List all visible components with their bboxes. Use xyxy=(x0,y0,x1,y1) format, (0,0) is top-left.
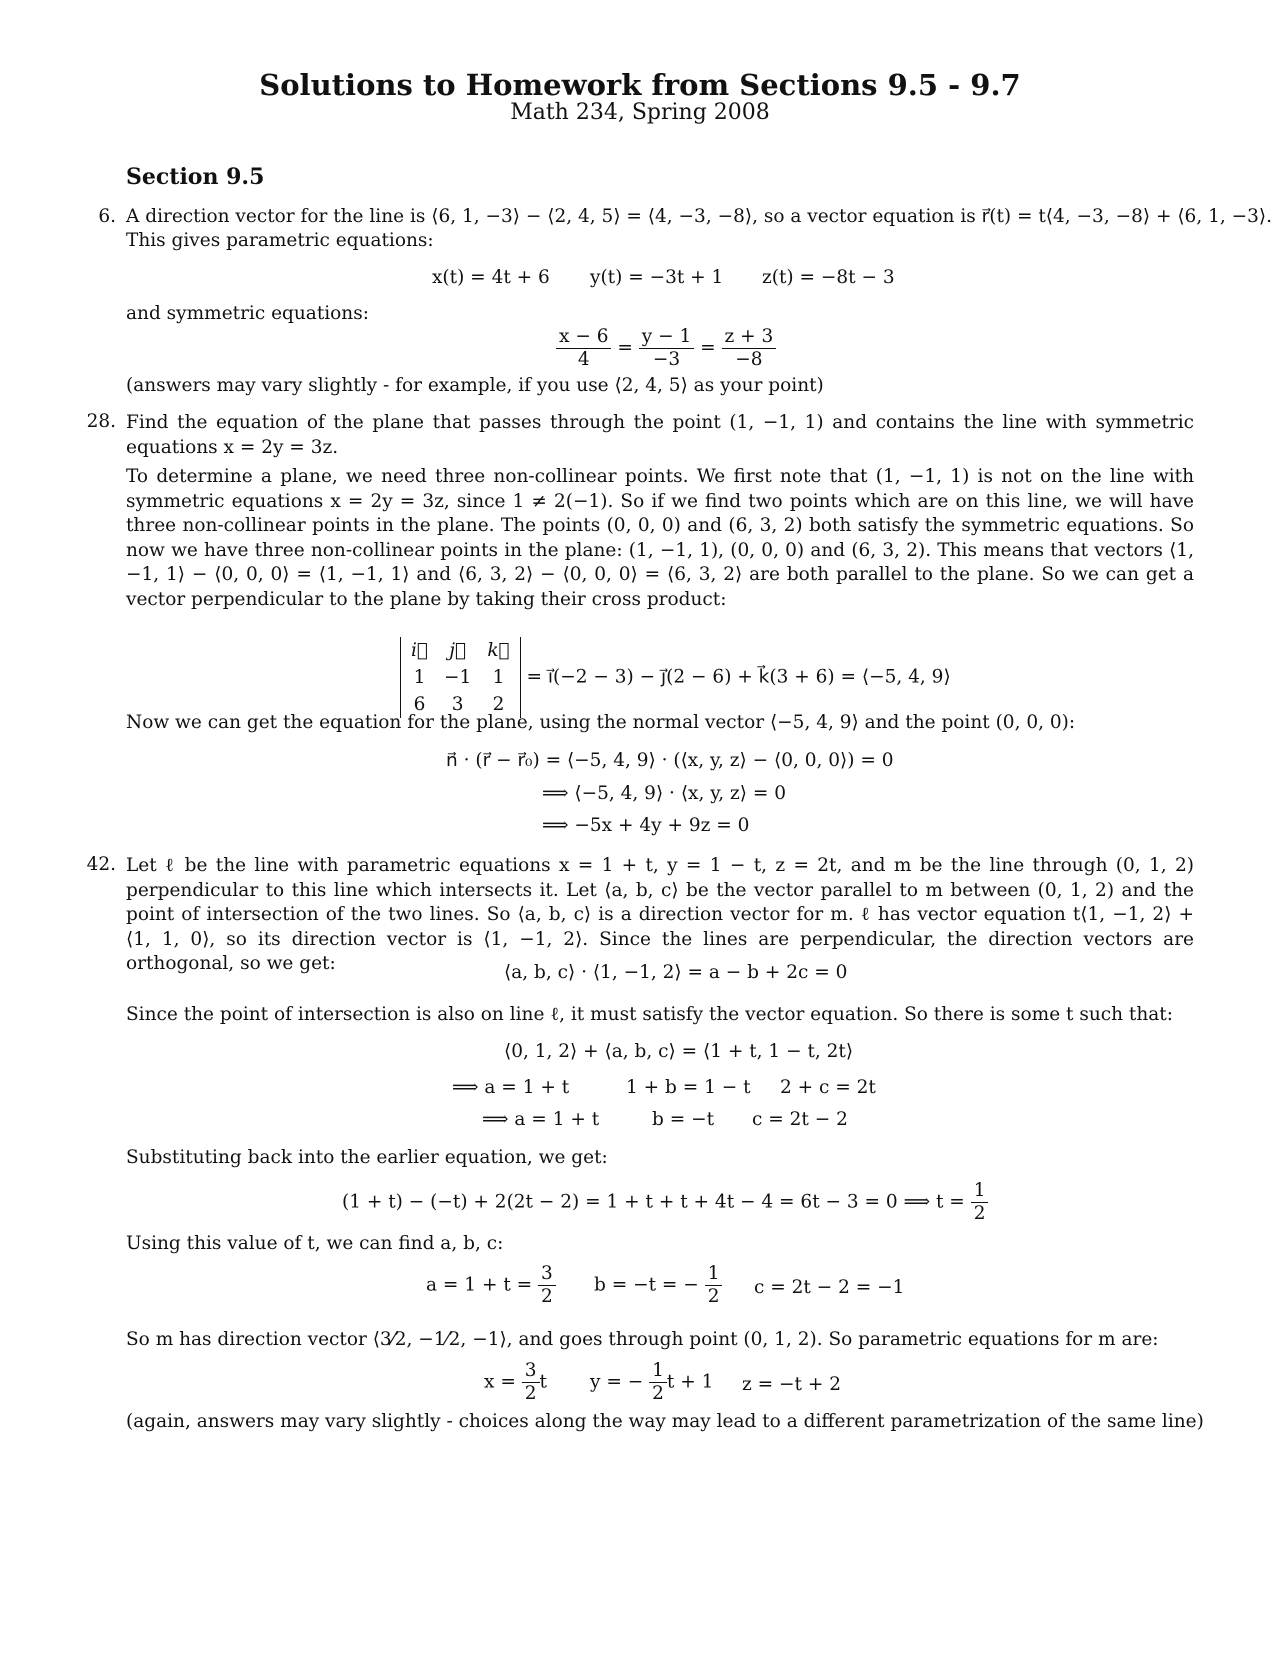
det-cell: j⃗ xyxy=(449,640,467,661)
denominator: 2 xyxy=(973,1203,986,1224)
det-cell: k⃗ xyxy=(487,640,510,661)
problem-text: This gives parametric equations: xyxy=(126,230,434,251)
equation: b = −t xyxy=(652,1109,715,1130)
numerator: 3 xyxy=(538,1263,556,1286)
problem-text: Now we can get the equation for the plane, using the normal vector ⟨−5, 4, 9⟩ and the point (0, 0, 0): xyxy=(126,712,1076,733)
equation-text: y = − xyxy=(590,1371,644,1393)
numerator: y − 1 xyxy=(639,326,694,349)
equation xyxy=(426,1263,556,1308)
equation xyxy=(484,1360,547,1405)
equation: y(t) = −3t + 1 xyxy=(590,267,724,288)
equation: c = 2t − 2 = −1 xyxy=(754,1277,905,1298)
equation: x(t) = 4t + 6 xyxy=(432,267,550,288)
problem-text: Using this value of t, we can find a, b, c: xyxy=(126,1233,504,1254)
problem-number: 6. xyxy=(98,206,116,227)
equation-text: (1 + t) − (−t) + 2(2t − 2) = 1 + t + t + 4t − 4 = 6t − 3 = 0 ⟹ t = xyxy=(342,1191,965,1213)
equation: 1 + b = 1 − t xyxy=(626,1077,751,1098)
denominator: 2 xyxy=(541,1286,553,1307)
equation: ⟨0, 1, 2⟩ + ⟨a, b, c⟩ = ⟨1 + t, 1 − t, 2t⟩ xyxy=(504,1041,854,1062)
equation: ⟹ a = 1 + t xyxy=(482,1109,600,1130)
equation-text: a = 1 + t = xyxy=(426,1274,533,1296)
problem-text: and symmetric equations: xyxy=(126,303,369,324)
equation-text: x = xyxy=(484,1371,516,1393)
numerator: x − 6 xyxy=(556,326,611,349)
det-cell: 1 xyxy=(492,667,505,688)
problem-number: 28. xyxy=(86,411,116,432)
symmetric-equations xyxy=(556,326,776,371)
denominator: 2 xyxy=(652,1383,664,1404)
problem-text: Since the point of intersection is also on line ℓ, it must satisfy the vector equation. So there is some t such that: xyxy=(126,1004,1173,1025)
denominator: 2 xyxy=(524,1383,537,1404)
problem-number: 42. xyxy=(86,854,116,875)
det-cell: i⃗ xyxy=(411,640,429,661)
equation: z = −t + 2 xyxy=(742,1374,841,1395)
numerator: 3 xyxy=(522,1360,540,1383)
denominator: −8 xyxy=(735,349,763,370)
equation: 2 + c = 2t xyxy=(780,1077,876,1098)
page-title: Solutions to Homework from Sections 9.5 - 9.7 xyxy=(259,68,1021,102)
equation: ⟹ −5x + 4y + 9z = 0 xyxy=(542,815,750,836)
problem-text: Substituting back into the earlier equation, we get: xyxy=(126,1147,608,1168)
numerator: z + 3 xyxy=(722,326,777,349)
equation xyxy=(342,1180,988,1225)
numerator: 1 xyxy=(971,1180,989,1203)
problem-text: Let ℓ be the line with parametric equations x = 1 + t, y = 1 − t, z = 2t, and m be the line through (0, 1, 2) perpendicular to this line which intersects it. Let ⟨a, b, c⟩ be the vector parallel to m between (0, 1, 2) and the point of intersection of the two lines. So ⟨a, b, c⟩ is a direction vector for m. ℓ has vector equation t⟨1, −1, 2⟩ + ⟨1, 1, 0⟩, so its direction vector is ⟨1, −1, 2⟩. Since the lines are perpendicular, the direction vectors are orthogonal, so we get: xyxy=(126,855,1194,974)
numerator: 1 xyxy=(649,1360,667,1383)
page-subtitle: Math 234, Spring 2008 xyxy=(510,100,770,125)
denominator: 4 xyxy=(577,349,590,370)
determinant xyxy=(400,637,521,718)
problem-text: A direction vector for the line is ⟨6, 1, −3⟩ − ⟨2, 4, 5⟩ = ⟨4, −3, −8⟩, so a vector equation is r⃗(t) = t⟨4, −3, −8⟩ + ⟨6, 1, −3⟩. xyxy=(126,206,1272,227)
equation: ⟹ ⟨−5, 4, 9⟩ · ⟨x, y, z⟩ = 0 xyxy=(542,783,786,804)
note: (again, answers may vary slightly - choices along the way may lead to a different parametrization of the same line) xyxy=(126,1411,1204,1432)
numerator: 1 xyxy=(705,1263,723,1286)
equation: z(t) = −8t − 3 xyxy=(762,267,895,288)
equation: c = 2t − 2 xyxy=(752,1109,848,1130)
det-cell: 2 xyxy=(492,694,505,715)
problem-text: To determine a plane, we need three non-collinear points. We first note that (1, −1, 1) is not on the line with symmetric equations x = 2y = 3z, since 1 ≠ 2(−1). So if we find two points which are on this line, we will have three non-collinear points in the plane. The points (0, 0, 0) and (6, 3, 2) both satisfy the symmetric equations. So now we have three non-collinear points in the plane: (1, −1, 1), (0, 0, 0) and (6, 3, 2). This means that vectors ⟨1, −1, 1⟩ − ⟨0, 0, 0⟩ = ⟨1, −1, 1⟩ and ⟨6, 3, 2⟩ − ⟨0, 0, 0⟩ = ⟨6, 3, 2⟩ are both parallel to the plane. So we can get a vector perpendicular to the plane by taking their cross product: xyxy=(126,466,1194,610)
denominator: −3 xyxy=(652,349,681,370)
equation xyxy=(590,1360,713,1405)
equals-sign: = xyxy=(700,337,716,359)
equation: ⟹ a = 1 + t xyxy=(452,1077,570,1098)
note: (answers may vary slightly - for example, if you use ⟨2, 4, 5⟩ as your point) xyxy=(126,375,824,396)
equation-text: b = −t = − xyxy=(594,1274,699,1296)
det-cell: 6 xyxy=(413,694,426,715)
equation xyxy=(594,1263,722,1308)
equation-text: t + 1 xyxy=(666,1371,714,1393)
det-cell: −1 xyxy=(444,667,472,688)
equation: n⃗ · (r⃗ − r⃗₀) = ⟨−5, 4, 9⟩ · (⟨x, y, z⟩ − ⟨0, 0, 0⟩) = 0 xyxy=(446,750,894,771)
det-cell: 3 xyxy=(451,694,464,715)
section-heading: Section 9.5 xyxy=(126,164,265,190)
equation: ⟨a, b, c⟩ · ⟨1, −1, 2⟩ = a − b + 2c = 0 xyxy=(504,962,848,983)
problem-text: So m has direction vector ⟨3⁄2, −1⁄2, −1⟩, and goes through point (0, 1, 2). So parametric equations for m are: xyxy=(126,1329,1159,1350)
det-cell: 1 xyxy=(413,667,426,688)
cross-product-result: = i⃗(−2 − 3) − j⃗(2 − 6) + k⃗(3 + 6) = ⟨−5, 4, 9⟩ xyxy=(526,666,951,688)
equals-sign: = xyxy=(617,337,633,359)
cross-product xyxy=(400,637,951,718)
denominator: 2 xyxy=(707,1286,720,1307)
equation-text: t xyxy=(539,1371,547,1393)
problem-text: Find the equation of the plane that passes through the point (1, −1, 1) and contains the line with symmetric equations x = 2y = 3z. xyxy=(126,412,1194,458)
